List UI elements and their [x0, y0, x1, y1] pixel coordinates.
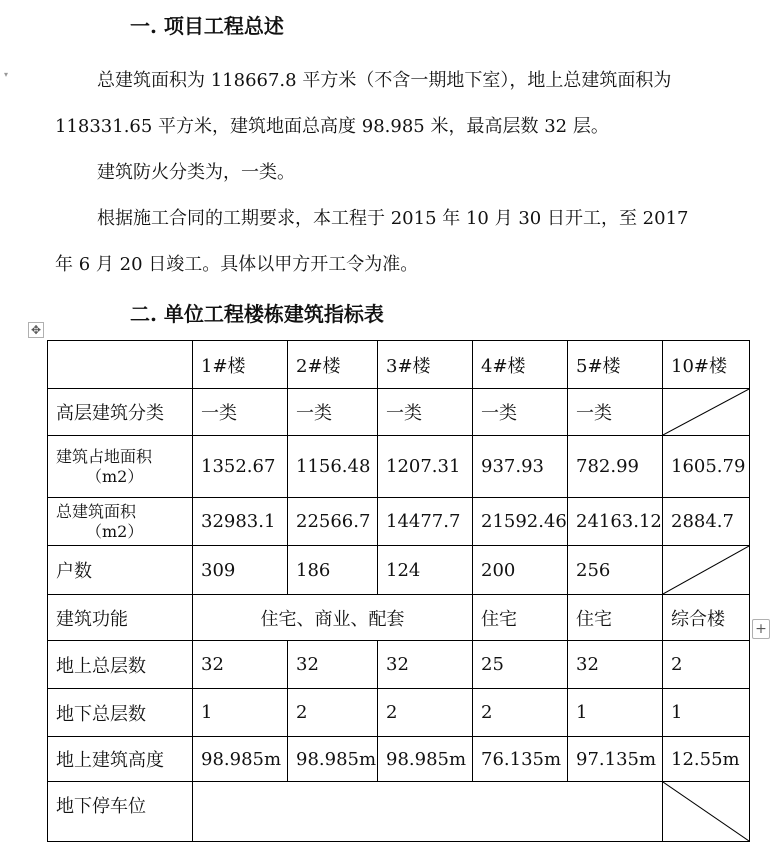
table-cell: 一类	[473, 389, 568, 436]
table-cell: 32	[568, 641, 663, 689]
table-cell: 一类	[568, 389, 663, 436]
diagonal-empty-cell	[663, 782, 750, 842]
table-row	[48, 689, 750, 737]
table-cell: 1	[193, 689, 288, 737]
diagonal-line	[663, 782, 749, 841]
table-cell: 186	[288, 546, 378, 595]
table-cell: 1352.67	[193, 436, 288, 498]
merged-cell: 住宅、商业、配套	[193, 595, 473, 641]
table-row	[48, 595, 750, 641]
header-cell-building-5: 5#楼	[568, 341, 663, 389]
table-cell: 98.985m	[378, 737, 473, 782]
table-cell: 32983.1	[193, 498, 288, 546]
table-row	[48, 498, 750, 546]
table-cell: 2884.7	[663, 498, 750, 546]
table-cell: 12.55m	[663, 737, 750, 782]
row-label-unit: （m2）	[86, 466, 144, 486]
row-label: 建筑功能	[48, 595, 193, 641]
table-move-handle-icon[interactable]: ✥	[28, 322, 44, 338]
header-cell-building-3: 3#楼	[378, 341, 473, 389]
table-cell: 32	[193, 641, 288, 689]
table-cell: 1	[568, 689, 663, 737]
paragraph-2: 建筑防火分类为，一类。	[97, 162, 295, 183]
row-label: 地下停车位	[48, 782, 193, 842]
table-cell: 32	[378, 641, 473, 689]
table-header-row	[48, 341, 750, 389]
header-cell-empty	[48, 341, 193, 389]
diagonal-empty-cell	[663, 546, 750, 595]
merged-cell	[193, 782, 663, 842]
diagonal-line	[663, 389, 749, 435]
paragraph-1-line-1: 总建筑面积为 118667.8 平方米（不含一期地下室），地上总建筑面积为	[97, 70, 672, 91]
building-index-table	[47, 340, 750, 842]
table-cell: 21592.46	[473, 498, 568, 546]
table-row	[48, 737, 750, 782]
table-cell: 2	[473, 689, 568, 737]
paragraph-1-line-2: 118331.65 平方米，建筑地面总高度 98.985 米，最高层数 32 层。	[55, 116, 609, 137]
row-label-line: 建筑占地面积	[56, 446, 153, 466]
table-cell: 一类	[193, 389, 288, 436]
table-cell: 256	[568, 546, 663, 595]
table-cell: 98.985m	[288, 737, 378, 782]
row-label: 户数	[48, 546, 193, 595]
table-cell: 14477.7	[378, 498, 473, 546]
row-label: 地上总层数	[48, 641, 193, 689]
section-2-title: 二. 单位工程楼栋建筑指标表	[130, 302, 384, 326]
row-label: 地上建筑高度	[48, 737, 193, 782]
table-cell: 32	[288, 641, 378, 689]
header-cell-building-2: 2#楼	[288, 341, 378, 389]
table-cell: 200	[473, 546, 568, 595]
table-cell: 97.135m	[568, 737, 663, 782]
table-cell: 住宅	[568, 595, 663, 641]
row-label: 地下总层数	[48, 689, 193, 737]
add-column-button[interactable]: +	[752, 619, 770, 639]
table-cell: 综合楼	[663, 595, 750, 641]
table-cell: 22566.7	[288, 498, 378, 546]
table-cell: 782.99	[568, 436, 663, 498]
paragraph-3-line-1: 根据施工合同的工期要求，本工程于 2015 年 10 月 30 日开工，至 2017	[97, 208, 689, 229]
table-row	[48, 782, 750, 842]
table-cell: 1605.79	[663, 436, 750, 498]
table-cell: 住宅	[473, 595, 568, 641]
section-1-title: 一. 项目工程总述	[130, 14, 284, 38]
table-cell: 一类	[378, 389, 473, 436]
row-label	[48, 436, 193, 498]
diagonal-line	[663, 546, 749, 594]
row-label-line: 总建筑面积	[56, 501, 137, 521]
table-cell: 124	[378, 546, 473, 595]
table-row	[48, 546, 750, 595]
table-cell: 937.93	[473, 436, 568, 498]
table-cell: 2	[663, 641, 750, 689]
table-cell: 25	[473, 641, 568, 689]
paragraph-marker-icon: ▾	[4, 70, 9, 79]
table-cell: 一类	[288, 389, 378, 436]
table-row	[48, 436, 750, 498]
table-cell: 98.985m	[193, 737, 288, 782]
table-cell: 24163.12	[568, 498, 663, 546]
row-label: 高层建筑分类	[48, 389, 193, 436]
header-cell-building-1: 1#楼	[193, 341, 288, 389]
table-cell: 2	[288, 689, 378, 737]
table-cell: 2	[378, 689, 473, 737]
table-cell: 76.135m	[473, 737, 568, 782]
table-row	[48, 641, 750, 689]
table-cell: 1156.48	[288, 436, 378, 498]
table-cell: 1207.31	[378, 436, 473, 498]
table-cell: 309	[193, 546, 288, 595]
row-label	[48, 498, 193, 546]
diagonal-empty-cell	[663, 389, 750, 436]
table-cell: 1	[663, 689, 750, 737]
row-label-unit: （m2）	[86, 521, 144, 541]
paragraph-3-line-2: 年 6 月 20 日竣工。具体以甲方开工令为准。	[55, 254, 419, 275]
header-cell-building-4: 4#楼	[473, 341, 568, 389]
header-cell-building-10: 10#楼	[663, 341, 750, 389]
table-row	[48, 389, 750, 436]
